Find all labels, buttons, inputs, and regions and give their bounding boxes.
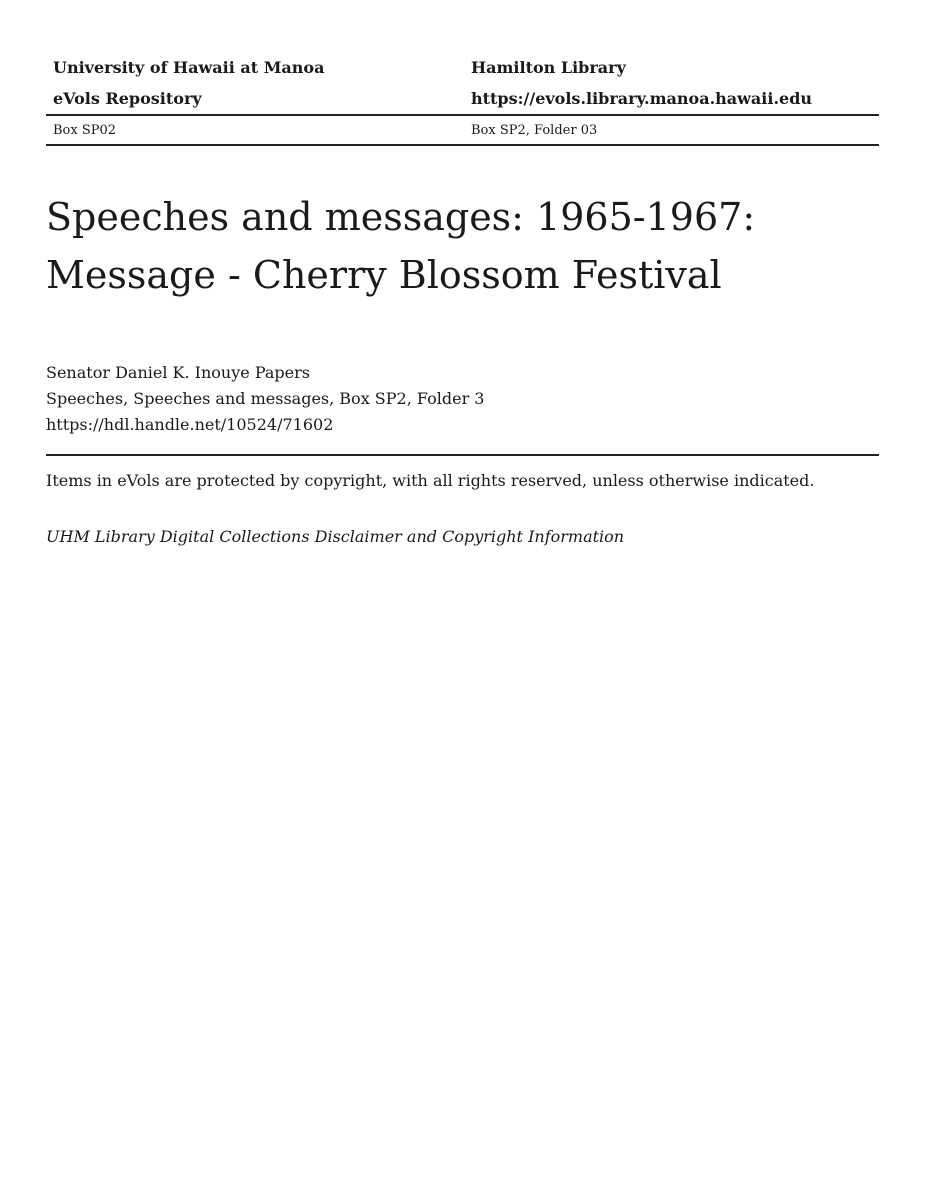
box-folder-label: Box SP2, Folder 03	[471, 122, 598, 138]
disclaimer-link[interactable]: UHM Library Digital Collections Disclaimer and Copyright Information	[46, 527, 625, 546]
library-name: Hamilton Library	[471, 58, 626, 77]
institution-name: University of Hawaii at Manoa	[53, 58, 325, 77]
header-row-1	[46, 52, 879, 83]
series-path: Speeches, Speeches and messages, Box SP2, Folder 3	[46, 389, 485, 408]
header-row-2	[46, 83, 879, 114]
metadata-divider	[46, 454, 879, 456]
title-line-2: Message - Cherry Blossom Festival	[46, 253, 722, 297]
title-line-1: Speeches and messages: 1965-1967:	[46, 195, 756, 239]
collection-name: Senator Daniel K. Inouye Papers	[46, 363, 310, 382]
document-metadata	[46, 360, 879, 438]
repository-name: eVols Repository	[53, 89, 202, 108]
box-label: Box SP02	[53, 122, 117, 138]
repository-url[interactable]: https://evols.library.manoa.hawaii.edu	[471, 89, 813, 108]
handle-link[interactable]: https://hdl.handle.net/10524/71602	[46, 415, 334, 434]
header-bottom-divider	[46, 144, 879, 146]
document-title	[46, 188, 879, 304]
header-row-3	[46, 116, 879, 144]
rights-statement: Items in eVols are protected by copyright, with all rights reserved, unless otherwise indicated.	[46, 471, 815, 490]
header	[46, 52, 879, 146]
